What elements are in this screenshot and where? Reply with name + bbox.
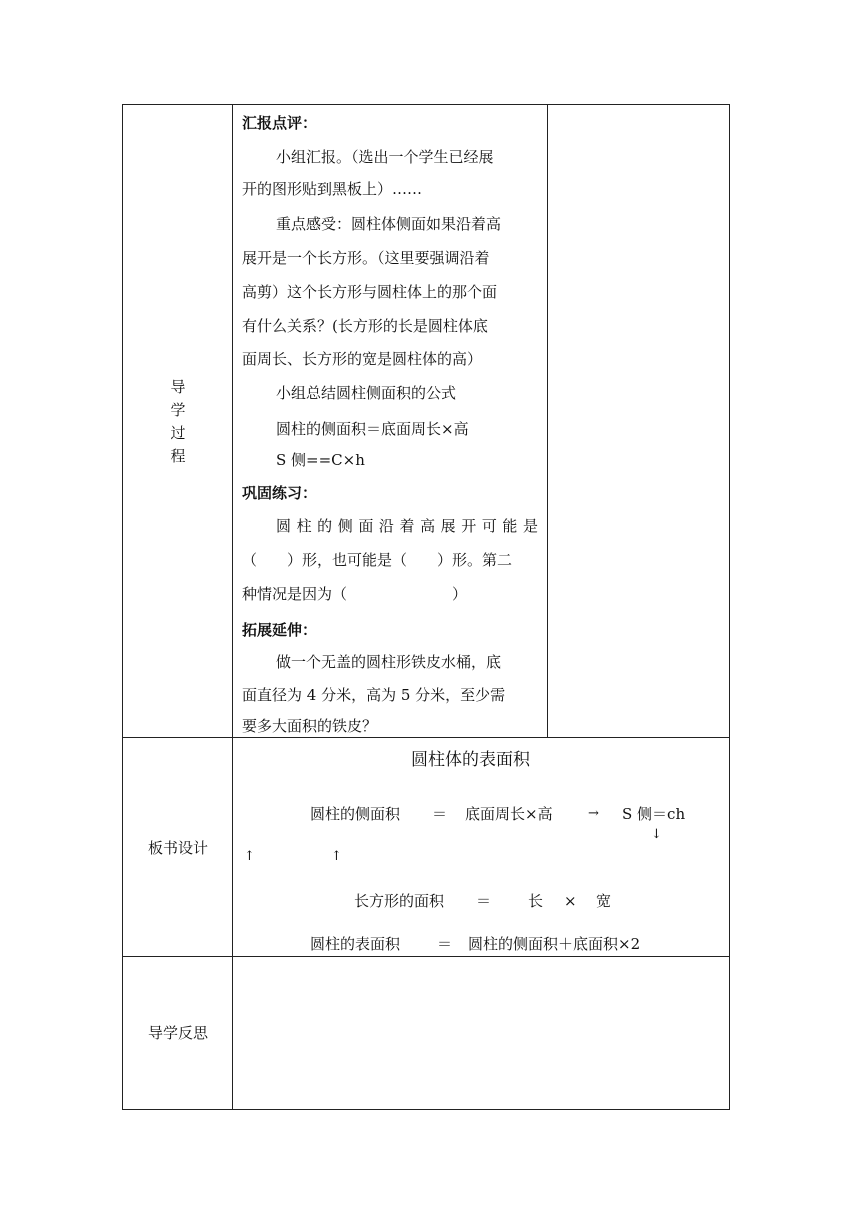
report-line: 小组总结圆柱侧面积的公式 [276,384,457,402]
report-line: 有什么关系？(长方形的长是圆柱体底 [242,317,488,335]
board-row2-times: × [564,892,577,910]
practice-line: 圆柱的侧面沿着高展开可能是 [276,517,538,535]
extend-line: 面直径为 4 分米，高为 5 分米，至少需 [242,686,506,704]
board-row1-eq: ＝ [432,805,448,823]
table-row-divider-2 [122,956,730,957]
extend-line: 要多大面积的铁皮？ [242,717,378,735]
board-title: 圆柱体的表面积 [411,750,530,770]
board-row2-a: 长 [528,892,544,910]
table-row-divider-1 [122,737,730,738]
board-row3-left: 圆柱的表面积 [310,935,401,953]
board-row1-left: 圆柱的侧面积 [310,805,401,823]
process-label-char: 过 [170,424,186,442]
process-label-char: 学 [170,401,186,419]
practice-line: （ ）形，也可能是（ ）形。第二 [242,551,513,569]
table-divider-notes [547,104,548,738]
report-line: 开的图形贴到黑板上）…… [242,180,423,198]
extend-line: 做一个无盖的圆柱形铁皮水桶，底 [276,653,502,671]
heading-extend: 拓展延伸： [242,621,318,639]
report-line: 小组汇报。（选出一个学生已经展 [276,148,494,166]
board-row1-result: S 侧＝ch [622,805,686,823]
report-line: 高剪）这个长方形与圆柱体上的那个面 [242,283,498,301]
practice-line: 种情况是因为（ ） [242,585,468,603]
reflection-area[interactable] [234,958,728,1108]
table-divider-label [232,104,233,1110]
reflection-label: 导学反思 [147,1024,208,1042]
heading-practice: 巩固练习： [242,484,318,502]
process-label [168,376,188,468]
board-label: 板书设计 [147,839,208,857]
board-row2-b: 宽 [596,892,612,910]
arrow-down-icon: ↓ [651,827,662,842]
arrow-up-icon: ↑ [331,849,342,864]
formula-line: S 侧==C×h [276,451,365,469]
report-line: 圆柱的侧面积＝底面周长×高 [276,420,469,438]
report-line: 展开是一个长方形。（这里要强调沿着 [242,249,490,267]
board-row3-eq: ＝ [437,935,453,953]
board-row2-left: 长方形的面积 [354,892,445,910]
report-line: 重点感受：圆柱体侧面如果沿着高 [276,215,502,233]
board-row1-mid: 底面周长×高 [465,805,553,823]
board-row3-right: 圆柱的侧面积＋底面积×2 [468,935,641,953]
board-row2-eq: ＝ [476,892,492,910]
arrow-up-icon: ↑ [244,849,255,864]
process-label-char: 程 [170,447,186,465]
report-line: 面周长、长方形的宽是圆柱体的高） [242,350,483,368]
process-label-char: 导 [170,378,186,396]
heading-report: 汇报点评： [242,114,318,132]
arrow-right-icon: → [588,806,599,821]
